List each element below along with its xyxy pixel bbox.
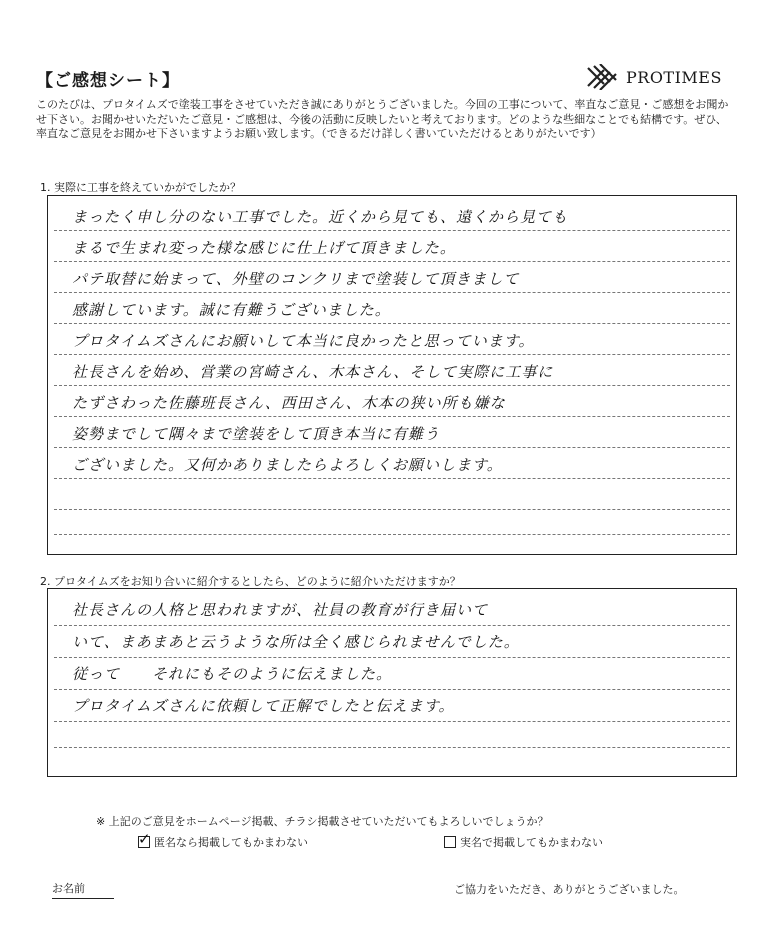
question-2-answer-box [47,588,737,777]
answer-2-line: いて、まあまあと云うような所は全く感じられませんでした。 [72,633,520,651]
real-name-checkbox[interactable] [444,836,456,848]
answer-1-line: まったく申し分のない工事でした。近くから見ても、遠くから見ても [72,208,569,226]
protimes-logo-icon [584,64,622,90]
option-real-name-label: 実名で掲載してもかまわない [460,836,603,849]
check-mark-icon: ✓ [138,830,151,848]
answer-1-line: まるで生まれ変った様な感じに仕上げて頂きました。 [72,239,456,257]
answer-1-line: 社長さんを始め、営業の宮崎さん、木本さん、そして実際に工事に [72,363,554,381]
answer-1-line: ございました。又何かありましたらよろしくお願いします。 [72,456,503,474]
name-field-label: お名前 [52,880,114,899]
anonymous-checkbox[interactable] [138,830,151,848]
question-1-answer-box [47,195,737,555]
answer-1-line: たずさわった佐藤班長さん、西田さん、木本の狭い所も嫌な [72,394,506,412]
answer-1-line: 姿勢までして隅々まで塗装をして頂き本当に有難う [72,425,441,443]
logo-text: PROTIMES [626,67,722,87]
brand-logo [584,64,722,90]
publish-consent-question: ※ 上記のご意見をホームページ掲載、チラシ掲載させていただいてもよろしいでしょうか？ [96,815,549,828]
answer-2-line: 社長さんの人格と思われますが、社員の教育が行き届いて [72,601,489,619]
page-title: 【ご感想シート】 [36,71,180,91]
answer-1-line: 感謝しています。誠に有難うございました。 [72,301,391,319]
answer-2-line: プロタイムズさんに依頼して正解でしたと伝えます。 [72,697,455,715]
option-anonymous[interactable] [138,830,308,850]
answer-1-line: パテ取替に始まって、外壁のコンクリまで塗装して頂きまして [72,270,520,288]
question-2-label: 2. プロタイムズをお知り合いに紹介するとしたら、どのように紹介いただけますか？ [40,575,461,588]
thanks-message: ご協力をいただき、ありがとうございました。 [454,883,685,896]
option-real-name[interactable] [444,834,603,850]
answer-1-line: プロタイムズさんにお願いして本当に良かったと思っています。 [72,332,535,350]
answer-2-line: 従って それにもそのように伝えました。 [72,665,393,683]
option-anonymous-label: 匿名なら掲載してもかまわない [154,836,308,849]
intro-text: このたびは、プロタイムズで塗装工事をさせていただき誠にありがとうございました。今回の工事について、率直なご意見・ご感想をお聞かせ下さい。お聞かせいただいたご意見・ご感想は、今後の活動に反映したいと考えております。どのような些細なことでも結構です。ぜひ、率直なご意見をお聞かせ下さいますようお願い致します。（できるだけ詳しく書いていただけるとありがたいです） [36,98,729,140]
question-1-label: 1. 実際に工事を終えていかがでしたか？ [40,181,241,194]
